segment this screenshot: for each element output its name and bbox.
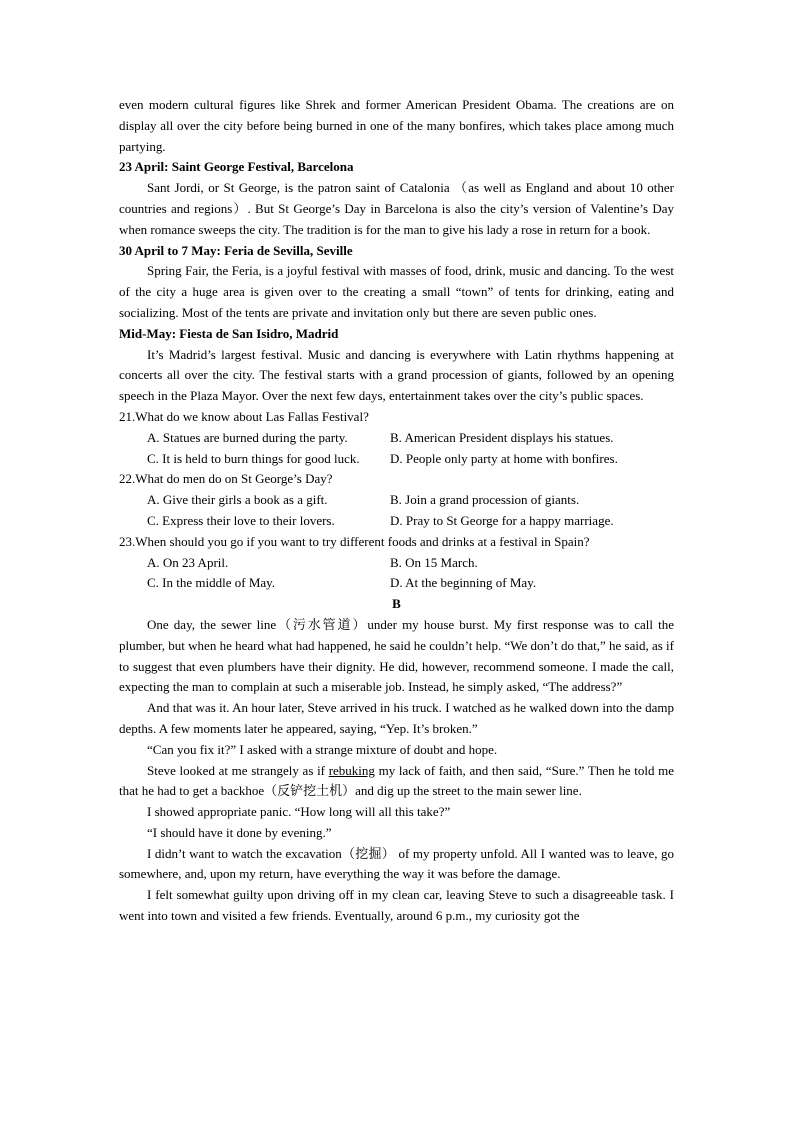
paragraph-las-fallas-continued: even modern cultural figures like Shrek and former American President Obama. The creations are on display all over the city before being burned in one of the many bonfires, which takes place among much partying.: [119, 97, 674, 154]
option-c: C. Express their love to their lovers.: [147, 512, 335, 528]
paragraph-b-7: I didn’t want to watch the excavation（挖掘） of my property unfold. All I wanted was to leave, go somewhere, and, upon my return, have everything the way it was before the damage.: [119, 845, 674, 882]
option-d: D. Pray to St George for a happy marriage.: [390, 512, 614, 528]
p4-text-after: my lack of faith, and then said, “Sure.” Then he told me that he had to get a backhoe（反铲挖土机）and dig up the street to the main sewer line.: [119, 762, 674, 799]
paragraph-b-3: “Can you fix it?” I asked with a strange mixture of doubt and hope.: [147, 741, 498, 757]
question-23: [119, 532, 674, 594]
option-b: B. American President displays his statues.: [390, 429, 614, 445]
paragraph-b-4: [119, 761, 674, 803]
option-d: D. People only party at home with bonfires.: [390, 450, 618, 466]
option-b: B. On 15 March.: [390, 554, 478, 570]
question-stem: 21.What do we know about Las Fallas Festival?: [119, 408, 369, 424]
option-b: B. Join a grand procession of giants.: [390, 492, 580, 508]
p4-text-before: Steve looked at me strangely as if: [147, 762, 329, 778]
paragraph-feria: Spring Fair, the Feria, is a joyful festival with masses of food, drink, music and dancing. To the west of the city a huge area is given over to the creating a small “town” of tents for drinking, eating and socializing. Most of the tents are private and invitation only but there are seven public ones.: [119, 263, 674, 320]
question-stem: 23.When should you go if you want to try different foods and drinks at a festival in Spain?: [119, 533, 590, 549]
paragraph-saint-george: Sant Jordi, or St George, is the patron saint of Catalonia （as well as England and about 10 other countries and regions）. But St George’s Day in Barcelona is also the city’s version of Valentine’s Day when romance sweeps the city. The tradition is for the man to give his lady a rose in return for a book.: [119, 180, 674, 237]
heading-san-isidro: Mid-May: Fiesta de San Isidro, Madrid: [119, 325, 339, 341]
option-a: A. Give their girls a book as a gift.: [147, 492, 328, 508]
paragraph-b-2: And that was it. An hour later, Steve arrived in his truck. I watched as he walked down into the damp depths. A few moments later he appeared, saying, “Yep. It’s broken.”: [119, 700, 674, 736]
paragraph-b-1: One day, the sewer line（污水管道）under my house burst. My first response was to call the plumber, but when he heard what had happened, he said he couldn’t help. “We don’t do that,” he said, as if to suggest that even plumbers have their dignity. He did, however, recommend someone. I made the call, expecting the man to complain at such a miserable job. Instead, he simply asked, “The address?”: [119, 616, 674, 695]
paragraph-b-8: I felt somewhat guilty upon driving off in my clean car, leaving Steve to such a disagreeable task. I went into town and visited a few friends. Eventually, around 6 p.m., my curiosity got the: [119, 887, 674, 924]
paragraph-san-isidro: It’s Madrid’s largest festival. Music and dancing is everywhere with Latin rhythms happening at concerts all over the city. The festival starts with a grand procession of giants, followed by an opening speech in the Plaza Mayor. Over the next few days, entertainment takes over the city’s public spaces.: [119, 346, 674, 404]
section-b-letter: B: [392, 596, 401, 612]
paragraph-b-6: “I should have it done by evening.”: [147, 824, 332, 840]
document-page: [119, 95, 674, 927]
option-a: A. On 23 April.: [147, 554, 229, 570]
heading-saint-george: 23 April: Saint George Festival, Barcelona: [119, 159, 354, 175]
question-stem: 22.What do men do on St George’s Day?: [119, 471, 333, 487]
option-c: C. In the middle of May.: [147, 575, 276, 591]
heading-feria: 30 April to 7 May: Feria de Sevilla, Seville: [119, 242, 353, 258]
underlined-word-rebuking: rebuking: [328, 762, 375, 778]
paragraph-b-5: I showed appropriate panic. “How long will all this take?”: [147, 804, 451, 820]
option-a: A. Statues are burned during the party.: [147, 429, 348, 445]
question-21: [119, 407, 674, 469]
question-22: [119, 469, 674, 531]
option-d: D. At the beginning of May.: [390, 575, 537, 591]
option-c: C. It is held to burn things for good luck.: [147, 450, 360, 466]
